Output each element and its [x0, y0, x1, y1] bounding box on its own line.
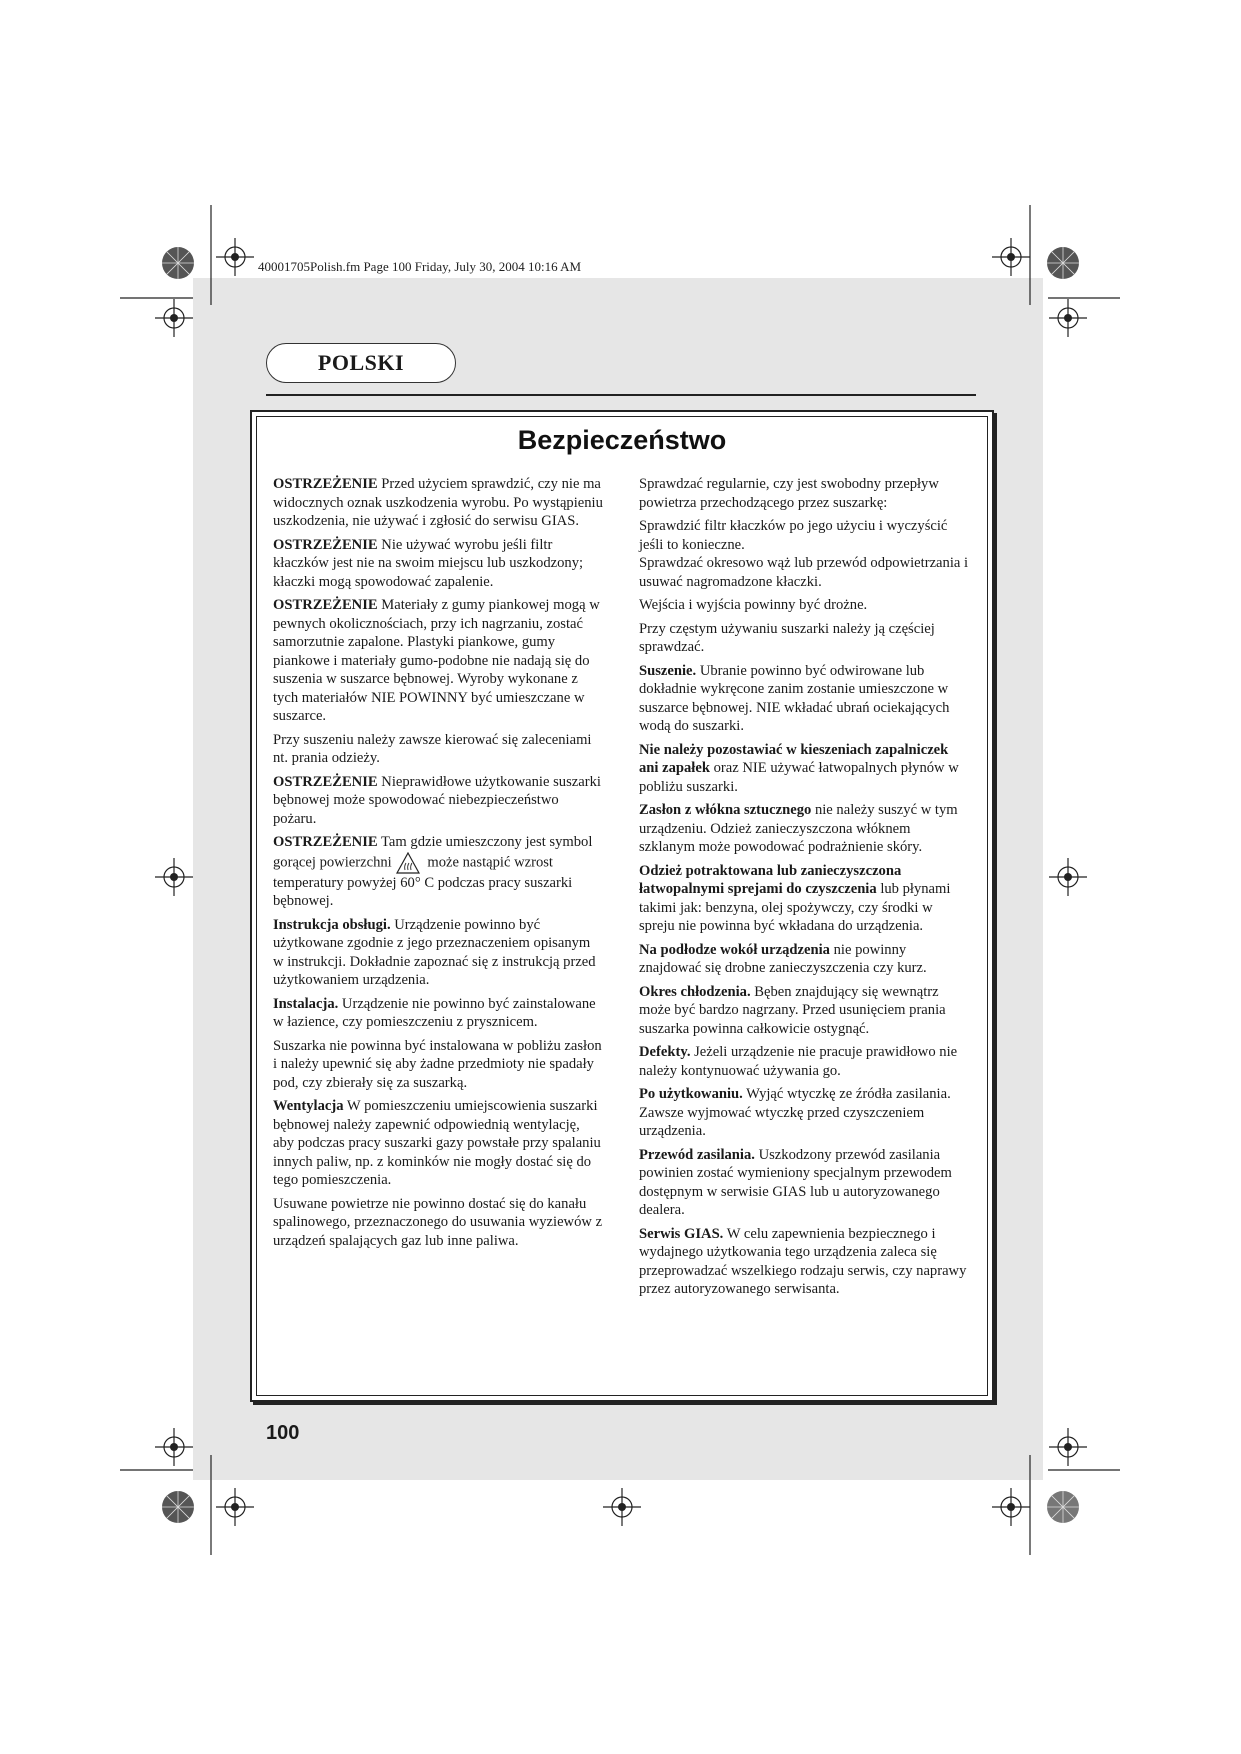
star-target-icon: [1046, 246, 1080, 280]
paragraph: Nie należy pozostawiać w kieszeniach zapalniczek ani zapałek oraz NIE używać łatwopalnych płynów w pobliżu suszarki.: [639, 741, 959, 795]
paragraph: Przy częstym używaniu suszarki należy ją częściej sprawdzać.: [639, 620, 935, 655]
paragraph: OSTRZEŻENIE Nieprawidłowe użytkowanie suszarki bębnowej może spowodować niebezpieczeństwo pożaru.: [273, 773, 601, 827]
paragraph: Instalacja. Urządzenie nie powinno być zainstalowane w łazience, czy pomieszczeniu z prysznicem.: [273, 995, 596, 1030]
paragraph: Sprawdzać regularnie, czy jest swobodny przepływ powietrza przechodzącego przez suszarkę:: [639, 476, 939, 511]
paragraph: Odzież potraktowana lub zanieczyszczona łatwopalnymi sprejami do czyszczenia lub płynami takimi jak: benzyna, olej spożywczy, czy środki w spreju nie powinna być wkładana do urządzenia.: [639, 862, 951, 934]
paragraph: Suszarka nie powinna być instalowana w pobliżu zasłon i należy upewnić się aby żadne przedmioty nie spadały pod, czy zbierały się za suszarką.: [273, 1037, 602, 1091]
paragraph: Okres chłodzenia. Bęben znajdujący się wewnątrz może być bardzo nagrzany. Przed usunięciem prania suszarka powinna całkowicie ostygnąć.: [639, 983, 946, 1037]
crosshair-target-icon: [155, 299, 193, 337]
paragraph: Instrukcja obsługi. Urządzenie powinno być użytkowane zgodnie z jego przeznaczeniem opisanym w instrukcji. Dokładnie zapoznać się z instrukcją przed użytkowaniem urządzenia.: [273, 916, 596, 988]
language-tab: POLSKI: [266, 343, 456, 383]
crosshair-target-icon: [992, 238, 1030, 276]
left-column: [273, 475, 603, 1255]
star-target-icon: [161, 246, 195, 280]
hot-surface-warning-icon: [396, 852, 420, 874]
paragraph: OSTRZEŻENIE Materiały z gumy piankowej mogą w pewnych okolicznościach, przy ich nagrzaniu, zostać samorzutnie zapalone. Plastyki piankowe, gumy piankowe i materiały gumo-podobne nie nadają się do suszenia w suszarce bębnowej. Wyroby wykonane z tych materiałów NIE POWINNY być umieszczane w suszarce.: [273, 597, 600, 724]
paragraph: OSTRZEŻENIE Przed użyciem sprawdzić, czy nie ma widocznych oznak uszkodzenia wyrobu. Po wystąpieniu uszkodzenia, nie używać i zgłosić do serwisu GIAS.: [273, 476, 603, 529]
crosshair-target-icon: [216, 238, 254, 276]
section-title: Bezpieczeństwo: [517, 425, 727, 455]
crosshair-target-icon: [155, 1428, 193, 1466]
paragraph: Po użytkowaniu. Wyjąć wtyczkę ze źródła zasilania. Zawsze wyjmować wtyczkę przed czyszczeniem urządzenia.: [639, 1086, 951, 1139]
header-rule: [266, 394, 976, 396]
paragraph: Wentylacja W pomieszczeniu umiejscowienia suszarki bębnowej należy zapewnić odpowiednią wentylację, aby podczas pracy suszarki gazy powstałe przy spalaniu innych paliw, np. z kominków nie mogły dostać się do tego pomieszczenia.: [273, 1098, 601, 1188]
paragraph: OSTRZEŻENIE Nie używać wyrobu jeśli filtr kłaczków jest nie na swoim miejscu lub uszkodzony; kłaczki mogą spowodować zapalenie.: [273, 536, 584, 590]
paragraph: Zasłon z włókna sztucznego nie należy suszyć w tym urządzeniu. Odzież zanieczyszczona włóknem szklanym może powodować podrażnienie skóry.: [639, 802, 958, 855]
crosshair-target-icon: [1049, 299, 1087, 337]
right-column: [639, 475, 969, 1304]
crosshair-target-icon: [1049, 858, 1087, 896]
paragraph: Usuwane powietrze nie powinno dostać się do kanału spalinowego, przeznaczonego do usuwania wyziewów z urządzeń spalających gaz lub inne paliwa.: [273, 1195, 603, 1249]
crosshair-target-icon: [603, 1488, 641, 1526]
safety-box: [250, 410, 994, 1402]
paragraph: Defekty. Jeżeli urządzenie nie pracuje prawidłowo nie należy kontynuować używania go.: [639, 1044, 958, 1079]
star-target-icon: [161, 1490, 195, 1524]
safety-box-inner: [256, 416, 988, 1396]
paragraph: Serwis GIAS. W celu zapewnienia bezpiecznego i wydajnego użytkowania tego urządzenia zaleca się przeprowadzać wszelkiego rodzaju serwis, czy naprawy przez autoryzowanego serwisanta.: [639, 1225, 967, 1297]
paragraph: Przewód zasilania. Uszkodzony przewód zasilania powinien zostać wymieniony specjalnym przewodem dostępnym w serwisie GIAS lub u autoryzowanego dealera.: [639, 1146, 952, 1218]
paragraph: Sprawdzić filtr kłaczków po jego użyciu i wyczyścić jeśli to konieczne. Sprawdzać okresowo wąż lub przewód odpowietrzania i usuwać nagromadzone kłaczki.: [639, 518, 969, 590]
star-target-icon: [1046, 1490, 1080, 1524]
paragraph: Przy suszeniu należy zawsze kierować się zaleceniami nt. prania odzieży.: [273, 731, 592, 766]
crosshair-target-icon: [155, 858, 193, 896]
page-number: 100: [266, 1422, 300, 1444]
paragraph: OSTRZEŻENIE Tam gdzie umieszczony jest symbol gorącej powierzchni może nastąpić wzrost temperatury powyżej 60° C podczas pracy suszarki bębnowej.: [273, 834, 593, 909]
paragraph: Suszenie. Ubranie powinno być odwirowane lub dokładnie wykręcone zanim zostanie umieszczone w suszarce bębnowej. NIE wkładać ubrań ociekających wodą do suszarki.: [639, 662, 950, 734]
crosshair-target-icon: [992, 1488, 1030, 1526]
crosshair-target-icon: [1049, 1428, 1087, 1466]
paragraph: Na podłodze wokół urządzenia nie powinny znajdować się drobne zanieczyszczenia czy kurz.: [639, 941, 927, 976]
paragraph: Wejścia i wyjścia powinny być drożne.: [639, 597, 868, 613]
print-slug: 40001705Polish.fm Page 100 Friday, July 30, 2004 10:16 AM: [258, 259, 582, 274]
crosshair-target-icon: [216, 1488, 254, 1526]
